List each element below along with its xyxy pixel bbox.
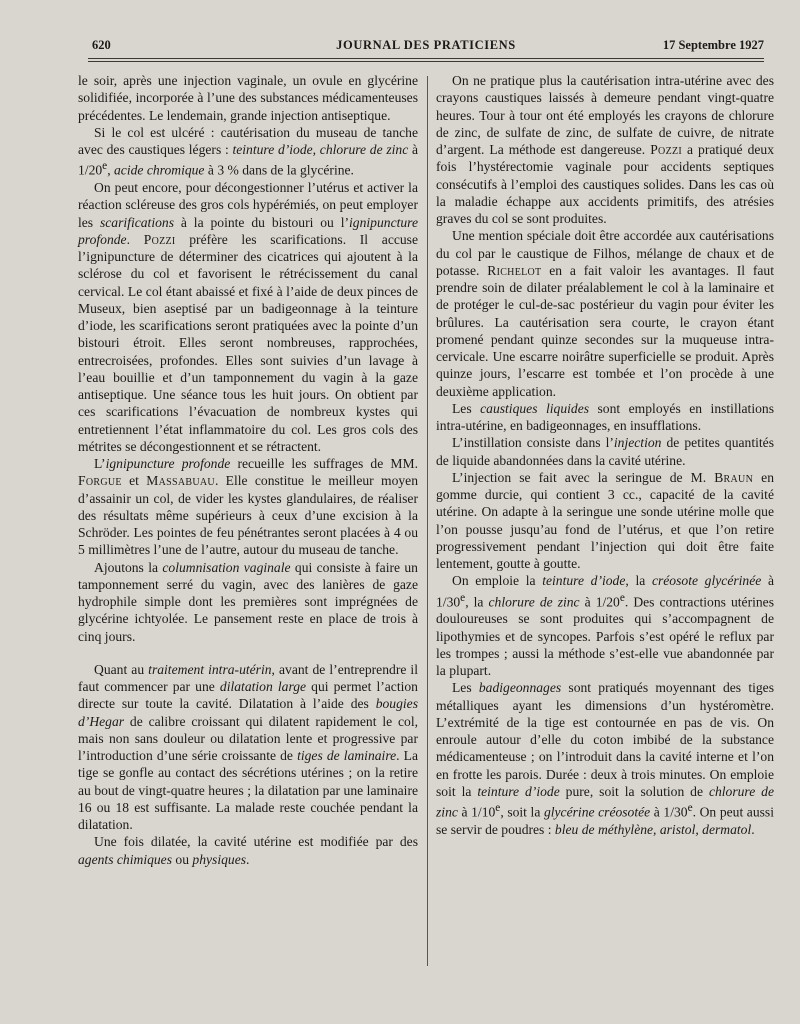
left-column-paragraph: Une fois dilatée, la cavité utérine est modifiée par des agents chimiques ou physiques. xyxy=(78,834,418,867)
running-header xyxy=(88,38,764,56)
issue-date: 17 Septembre 1927 xyxy=(662,38,764,52)
left-column-paragraph: On peut encore, pour décongestionner l’utérus et activer la réaction scléreuse des gros cols hypérémiés, on peut employer les scarifications à la pointe du bistouri ou l’ignipuncture profonde. Pozzi préfère les scarifications. Il accuse l’ignipuncture de déterminer des cicatrices qui ajoutent à la sclérose du col et favorisent le rétrécissement du canal cervical. Le col étant abaissé et fixé à l’aide de deux pinces de Museux, bien aseptisé par un badigeonnage à la teinture d’iode, les scarifications seront pratiquées avec la pointe d’un bistouri étroit. Elles seront nombreuses, rapprochées, entrecroisées, profondes. Elles sont suivies d’un lavage à l’eau bouillie et d’un tamponnement du vagin à la gaze antiseptique. Une séance tous les huit jours. On obtient par ces scarifications l’évacuation de nombreux kystes qui entretiennent l’état inflammatoire du col. Les gros cols des métrites se décongestionnent et se rétractent. xyxy=(78,180,419,454)
right-column-paragraph: Les caustiques liquides sont employés en instillations intra-utérine, en badigeonnages, en insufflations. xyxy=(436,400,774,433)
right-column-paragraph: Une mention spéciale doit être accordée aux cautérisations du col par le caustique de Filhos, mélange de chaux et de potasse. Richelot en a fait valoir les avantages. Il faut prendre soin de dilater préalablement le col à la laminaire et de protéger le cul-de-sac postérieur du vagin pour éviter les brûlures. La cautérisation sera courte, le crayon étant promené pendant quinze secondes sur la muqueuse intra-cervicale. Une escarre noirâtre superficielle se produit. Après quinze jours, l’escarre est tombée et l’on procède à une deuxième application. xyxy=(436,228,774,399)
left-column-paragraph: L’ignipuncture profonde recueille les suffrages de MM. Forgue et Massabuau. Elle constitue le meilleur moyen d’assainir un col, de vider les kystes glandulaires, de réaliser des résultats même supérieurs à ceux d’une excision à la Schröder. Les pointes de feu pénétrantes seront placées à 4 ou 5 millimètres l’une de l’autre, autour du museau de tanche. xyxy=(78,456,419,558)
page-number: 620 xyxy=(92,38,111,52)
left-column-paragraph: Quant au traitement intra-utérin, avant de l’entreprendre il faut commencer par une dilatation large qui permet l’action directe sur toute la cavité. Dilatation à l’aide des bougies d’Hegar de calibre croissant qui dilatent rapidement le col, mais non sans douleur ou dilatation lente et progressive par l’introduction d’une série croissante de tiges de laminaire. La tige se gonfle au contact des sécrétions utérines ; on la retire au bout de vingt-quatre heures ; la dilatation par une laminaire 16 ou 18 est suffisante. La malade reste couchée pendant la dilatation. xyxy=(78,661,418,833)
right-column-paragraph: L’instillation consiste dans l’injection de petites quantités de liquide abandonnées dans la cavité utérine. xyxy=(436,435,774,468)
right-column xyxy=(436,72,774,838)
header-rule-secondary xyxy=(88,61,764,62)
left-column-paragraph: Si le col est ulcéré : cautérisation du museau de tanche avec des caustiques légers : teinture d’iode, chlorure de zinc à 1/20e, acide chromique à 3 % dans de la glycérine. xyxy=(78,124,418,178)
left-column xyxy=(78,72,418,868)
right-column-paragraph: On emploie la teinture d’iode, la créosote glycérinée à 1/30e, la chlorure de zinc à 1/20e. Des contractions utérines douloureuses se sont produites qui s’accompagnent de lipothymies et de syncopes. Parfois s’est opéré le reflux par les trompes ; aussi la méthode s’est-elle vue abandonnée par la plupart. xyxy=(436,573,774,679)
column-divider xyxy=(427,76,428,966)
right-column-paragraph: Les badigeonnages sont pratiqués moyennant des tiges métalliques ayant les dimensions d’un hystéromètre. L’extrémité de la tige est contournée en pas de vis. On enroule autour d’elle du coton imbibé de la substance médicamenteuse ; on l’introduit dans la cavité interne et l’on en frotte les parois. Durée : deux à trois minutes. On emploie soit la teinture d’iode pure, soit la solution de chlorure de zinc à 1/10e, soit la glycérine créosotée à 1/30e. On peut aussi se servir de poudres : bleu de méthylène, aristol, dermatol. xyxy=(436,680,775,837)
journal-title: JOURNAL DES PRATICIENS xyxy=(336,38,516,52)
left-column-paragraph: Ajoutons la columnisation vaginale qui consiste à faire un tamponnement serré du vagin, avec des lanières de gaze hydrophile simple dont les premières sont imprégnées de glycérine ichtyolée. Le pansement reste en place de trois à cinq jours. xyxy=(78,559,418,644)
left-column-paragraph: le soir, après une injection vaginale, un ovule en glycérine solidifiée, incorporée à l’une des substances médicamenteuses précédentes. Le lendemain, grande injection antiseptique. xyxy=(78,73,418,123)
header-rule xyxy=(88,58,764,59)
right-column-paragraph: On ne pratique plus la cautérisation intra-utérine avec des crayons caustiques laissés à demeure pendant vingt-quatre heures. Tour à tour ont été employés les crayons de chlorure de zinc, de sulfate de zinc, de sulfate de cuivre, de nitrate d’argent. La méthode est dangereuse. Pozzi a pratiqué deux fois l’hystérectomie vaginale pour accidents septiques consécutifs à l’emploi des caustiques solides. Dans les cas où la maladie échappe aux accidents primitifs, des atrésies graves du col se sont produites. xyxy=(436,73,774,226)
right-column-paragraph: L’injection se fait avec la seringue de M. Braun en gomme durcie, qui contient 3 cc., capacité de la cavité utérine. On adapte à la seringue une sonde utérine molle que l’on pousse jusqu’au fond de l’utérus, et que l’on retire progressivement pendant l’injection qui doit être faite lentement, goutte à goutte. xyxy=(436,469,774,571)
